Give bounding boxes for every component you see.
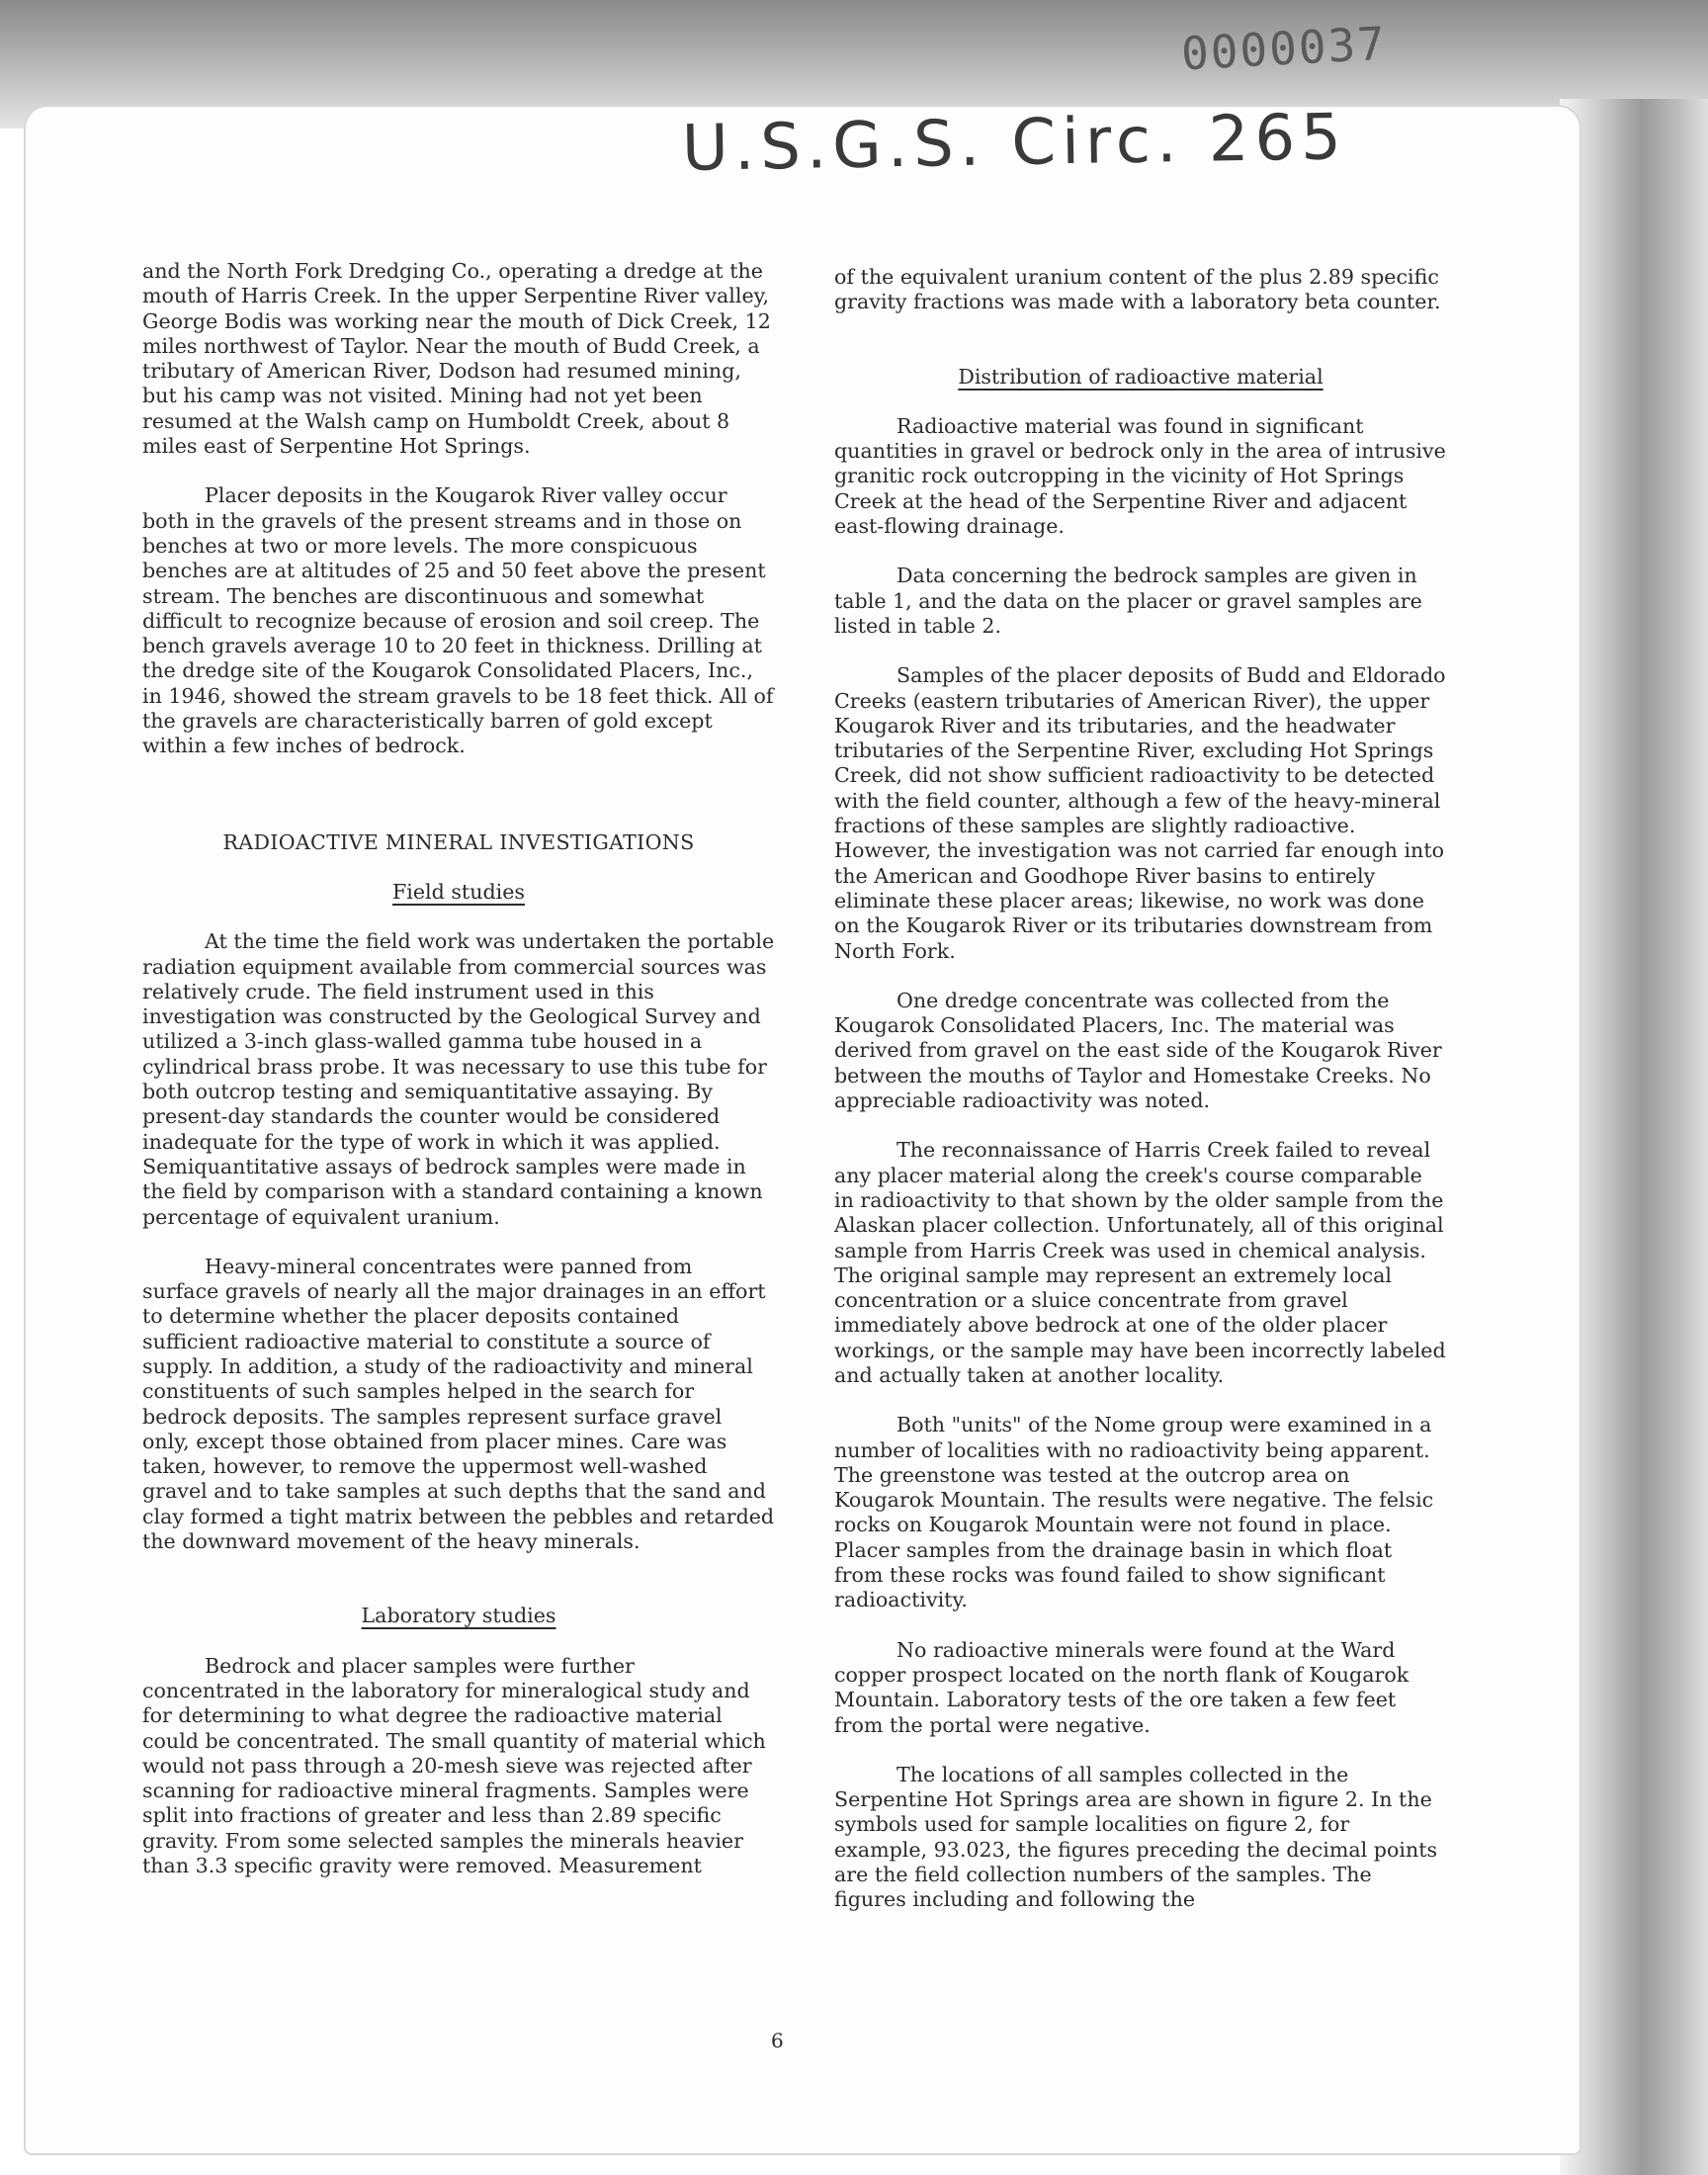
paragraph: and the North Fork Dredging Co., operating a dredge at the mouth of Harris Creek. In the upper Serpentine River valley, George Bodis was working near the mouth of Dick Creek, 12 miles northwest of Taylor. Near the mouth of Budd Creek, a tributary of American River, Dodson had resumed mining, but his camp was not visited. Mining had not yet been resumed at the Walsh camp on Humboldt Creek, about 8 miles east of Serpentine Hot Springs. [142, 259, 771, 459]
subheading-text: Distribution of radioactive material [958, 364, 1324, 389]
paragraph: Samples of the placer deposits of Budd and Eldorado Creeks (eastern tributaries of American River), the upper Kougarok River and its tributaries, and the headwater tributaries of the Serpentine River, excluding Hot Springs Creek, did not show sufficient radioactivity to be detected with the field counter, although a few of the heavy-mineral fractions of these samples are slightly radioactive. However, the investigation was not carried far enough into the American and Goodhope River basins to entirely eliminate these placer areas; likewise, no work was done on the Kougarok River or its tributaries downstream from North Fork. [834, 663, 1446, 963]
scan-shadow-right [1560, 99, 1708, 2175]
paragraph: One dredge concentrate was collected from the Kougarok Consolidated Placers, Inc. The material was derived from gravel on the east side of the Kougarok River between the mouths of Taylor and Homestake Creeks. No appreciable radioactivity was noted. [834, 988, 1442, 1113]
left-column [142, 259, 775, 1878]
stamp-number: 0000037 [1179, 16, 1389, 81]
paragraph: Bedrock and placer samples were further concentrated in the laboratory for mineralogical study and for determining to what degree the radioactive material could be concentrated. The small quantity of material which would not pass through a 20-mesh sieve was rejected after scanning for radioactive mineral fragments. Samples were split into fractions of greater and less than 2.89 specific gravity. From some selected samples the minerals heavier than 3.3 specific gravity were removed. Measurement [142, 1653, 766, 1878]
paragraph: At the time the field work was undertaken the portable radiation equipment available from commercial sources was relatively crude. The field instrument used in this investigation was constructed by the Geological Survey and utilized a 3-inch glass-walled gamma tube housed in a cylindrical brass probe. It was necessary to use this tube for both outcrop testing and semiquantitative assaying. By present-day standards the counter would be considered inadequate for the type of work in which it was applied. Semiquantitative assays of bedrock samples were made in the field by comparison with a standard containing a known percentage of equivalent uranium. [142, 929, 775, 1229]
paragraph: The reconnaissance of Harris Creek failed to reveal any placer material along the creek's course comparable in radioactivity to that shown by the older sample from the Alaskan placer collection. Unfortunately, all of this original sample from Harris Creek was used in chemical analysis. The original sample may represent an extremely local concentration or a sluice concentrate from gravel immediately above bedrock at one of the older placer workings, or the sample may have been incorrectly labeled and actually taken at another locality. [834, 1138, 1446, 1387]
paragraph: Radioactive material was found in significant quantities in gravel or bedrock only in the area of intrusive granitic rock outcropping in the vicinity of Hot Springs Creek at the head of the Serpentine River and adjacent east-flowing drainage. [834, 413, 1446, 539]
paragraph: of the equivalent uranium content of the plus 2.89 specific gravity fractions was made with a laboratory beta counter. [834, 265, 1441, 314]
paragraph: Data concerning the bedrock samples are given in table 1, and the data on the placer or gravel samples are listed in table 2. [834, 564, 1422, 638]
paragraph: Heavy-mineral concentrates were panned from surface gravels of nearly all the major drainages in an effort to determine whether the placer deposits contained sufficient radioactive material to constitute a source of supply. In addition, a study of the radioactivity and mineral constituents of such samples helped in the search for bedrock deposits. The samples represent surface gravel only, except those obtained from placer mines. Care was taken, however, to remove the uppermost well-washed gravel and to take samples at such depths that the sand and clay formed a tight matrix between the pebbles and retarded the downward movement of the heavy minerals. [142, 1254, 775, 1554]
subheading-field-studies [142, 880, 775, 905]
page-number: 6 [771, 2029, 784, 2052]
handwritten-title: U.S.G.S. Circ. 265 [681, 101, 1348, 186]
paragraph: Both "units" of the Nome group were examined in a number of localities with no radioactivity being apparent. The greenstone was tested at the outcrop area on Kougarok Mountain. The results were negative. The felsic rocks on Kougarok Mountain were not found in place. Placer samples from the drainage basin in which float from these rocks was found failed to show significant radioactivity. [834, 1413, 1434, 1612]
right-column [834, 265, 1447, 1913]
subheading-distribution [834, 365, 1447, 390]
paragraph: Placer deposits in the Kougarok River valley occur both in the gravels of the present streams and in those on benches at two or more levels. The more conspicuous benches are at altitudes of 25 and 50 feet above the present stream. The benches are discontinuous and somewhat difficult to recognize because of erosion and soil creep. The bench gravels average 10 to 20 feet in thickness. Drilling at the dredge site of the Kougarok Consolidated Placers, Inc., in 1946, showed the stream gravels to be 18 feet thick. All of the gravels are characteristically barren of gold except within a few inches of bedrock. [142, 483, 774, 758]
subheading-text: Field studies [391, 879, 525, 904]
paragraph: No radioactive minerals were found at the Ward copper prospect located on the north flank of Kougarok Mountain. Laboratory tests of the ore taken a few feet from the portal were negative. [834, 1637, 1409, 1737]
paragraph: The locations of all samples collected in the Serpentine Hot Springs area are shown in figure 2. In the symbols used for sample localities on figure 2, for example, 93.023, the figures preceding the decimal points are the field collection numbers of the samples. The figures including and following the [834, 1762, 1438, 1912]
subheading-text: Laboratory studies [361, 1604, 556, 1628]
section-title: RADIOACTIVE MINERAL INVESTIGATIONS [222, 829, 695, 854]
subheading-laboratory-studies [142, 1604, 775, 1628]
